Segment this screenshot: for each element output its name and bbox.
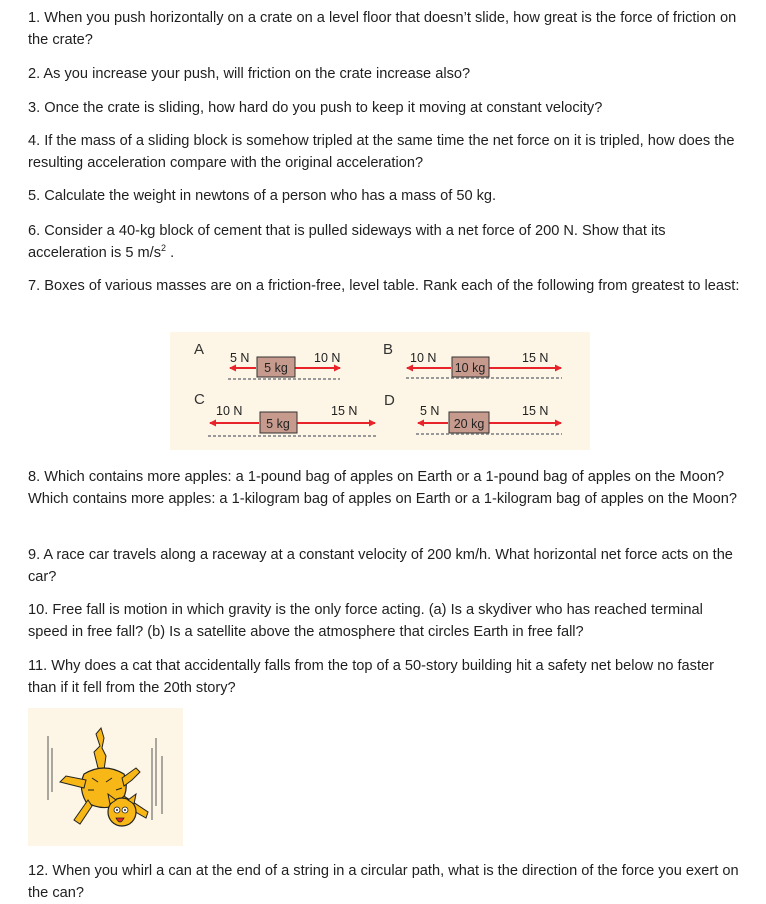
panel-d-letter: D [384, 392, 395, 409]
question-6 [28, 220, 740, 264]
panel-a-left-force: 5 N [230, 351, 250, 365]
panel-b [383, 341, 562, 378]
panel-c-left-force: 10 N [216, 404, 243, 418]
panel-d-right-force: 15 N [522, 404, 549, 418]
question-2: 2. As you increase your push, will friction on the crate increase also? [28, 66, 471, 82]
force-diagram [170, 332, 590, 450]
question-4: 4. If the mass of a sliding block is somehow tripled at the same time the net force on it is tripled, how does the resulting acceleration compare with the original acceleration? [28, 133, 735, 171]
panel-b-mass: 10 kg [454, 361, 486, 375]
question-6-exponent: 2 [161, 243, 167, 254]
question-7: 7. Boxes of various masses are on a friction-free, level table. Rank each of the following from greatest to least: [28, 278, 740, 294]
panel-a-mass: 5 kg [264, 361, 288, 375]
panel-c [194, 391, 376, 436]
panel-a [194, 341, 340, 379]
question-1: 1. When you push horizontally on a crate on a level floor that doesn’t slide, how great is the force of friction on the crate? [28, 10, 737, 48]
question-6-text: 6. Consider a 40-kg block of cement that is pulled sideways with a net force of 200 N. Show that its acceleration is 5 m/s [28, 223, 666, 261]
force-diagram-svg [170, 332, 590, 450]
panel-c-mass: 5 kg [266, 417, 290, 431]
panel-d [384, 392, 562, 434]
question-3: 3. Once the crate is sliding, how hard do you push to keep it moving at constant velocity? [28, 100, 603, 116]
panel-c-right-force: 15 N [331, 404, 358, 418]
question-8: 8. Which contains more apples: a 1-pound bag of apples on Earth or a 1-pound bag of apples on the Moon? Which contains more apples: a 1-kilogram bag of apples on Earth or a 1-kilogram bag of apples on the Moon? [28, 469, 738, 507]
panel-b-right-force: 15 N [522, 351, 549, 365]
question-11: 11. Why does a cat that accidentally falls from the top of a 50-story building hit a safety net below no faster than if it fell from the 20th story? [28, 658, 715, 696]
panel-d-mass: 20 kg [453, 417, 485, 431]
falling-cat-icon [28, 708, 183, 846]
panel-a-right-force: 10 N [314, 351, 341, 365]
falling-cat-illustration [28, 708, 183, 846]
panel-b-left-force: 10 N [410, 351, 437, 365]
panel-a-letter: A [194, 341, 205, 358]
panel-c-letter: C [194, 391, 205, 408]
question-6-end: . [166, 245, 175, 261]
question-12: 12. When you whirl a can at the end of a string in a circular path, what is the direction of the force you exert on the can? [28, 863, 739, 901]
question-9: 9. A race car travels along a raceway at a constant velocity of 200 km/h. What horizontal net force acts on the car? [28, 547, 733, 585]
panel-d-left-force: 5 N [420, 404, 440, 418]
panel-b-letter: B [383, 341, 394, 358]
question-10: 10. Free fall is motion in which gravity is the only force acting. (a) Is a skydiver who has reached terminal speed in free fall? (b) Is a satellite above the atmosphere that circles Earth in free fall? [28, 602, 703, 640]
question-5: 5. Calculate the weight in newtons of a person who has a mass of 50 kg. [28, 188, 497, 204]
